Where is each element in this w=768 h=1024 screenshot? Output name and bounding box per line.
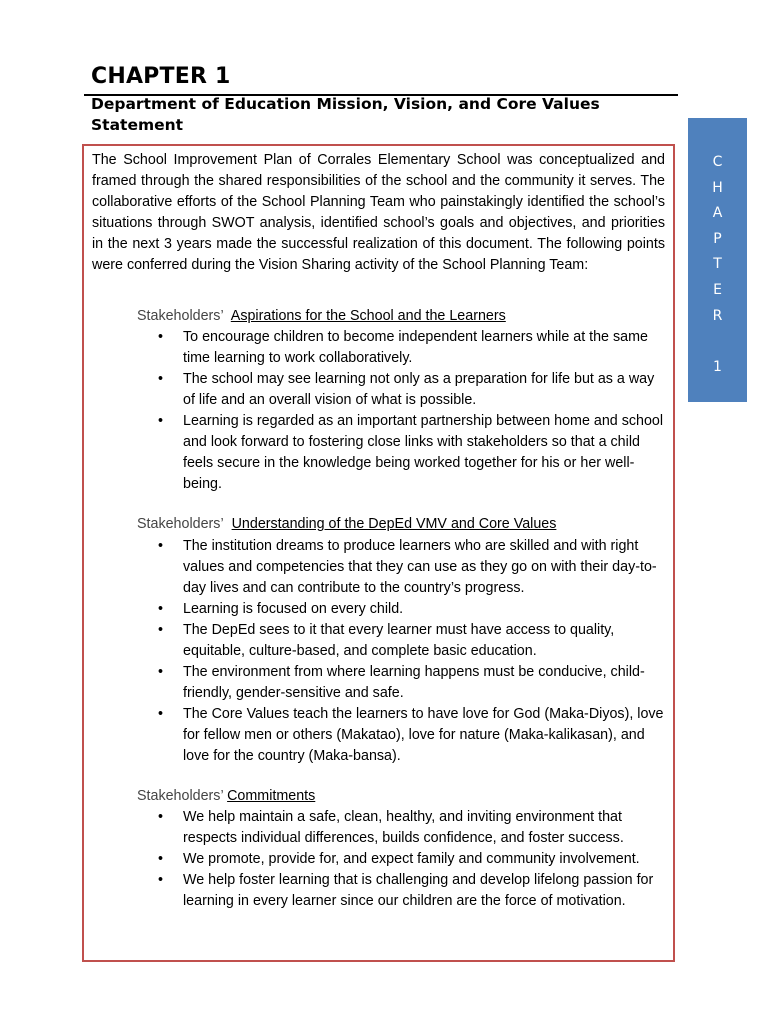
list-item: • We promote, provide for, and expect family and community involvement. [137, 849, 665, 870]
tab-letter: E [713, 281, 722, 298]
chapter-side-tab [688, 118, 747, 402]
tab-letter: A [712, 205, 723, 222]
list-item: • We help maintain a safe, clean, healthy, and inviting environment that respects individual differences, builds confidence, and foster success. [137, 807, 665, 849]
list-item: • Learning is focused on every child. [137, 599, 665, 620]
section-title: Aspirations for the School and the Learners [230, 308, 506, 324]
list-item: • Learning is regarded as an important partnership between home and school and look forward to fostering close links with stakeholders so that a child feels secure in the knowledge being worked together for his or her well-being. [137, 411, 665, 495]
list-item: • We help foster learning that is challenging and develop lifelong passion for learning in every learner since our children are the force of motivation. [137, 870, 665, 912]
intro-paragraph: The School Improvement Plan of Corrales Elementary School was conceptualized and framed through the shared responsibilities of the school and the community it serves. The collaborative efforts of the School Planning Team who painstakingly identified the school’s situations through SWOT analysis, identified school’s goals and objectives, and priorities in the next 3 years made the successful realization of this document. The following points were conferred during the Vision Sharing activity of the School Planning Team: [92, 152, 665, 273]
section-heading-commitments [137, 786, 315, 807]
list-item: • The Core Values teach the learners to have love for God (Maka-Diyos), love for fellow men or others (Makatao), love for nature (Maka-kalikasan), and love for the country (Maka-bansa). [137, 704, 665, 767]
section-prefix: Stakeholders’ [137, 788, 224, 804]
commitments-list [137, 807, 665, 912]
section-title: Commitments [227, 788, 316, 804]
tab-letter: C [712, 154, 723, 170]
tab-spacer [688, 329, 747, 355]
list-item: • The DepEd sees to it that every learner must have access to quality, equitable, culture-based, and complete basic education. [137, 620, 665, 662]
tab-letter: R [712, 307, 723, 324]
page-subtitle: Department of Education Mission, Vision, and Core Values Statement [91, 95, 600, 134]
section-heading-understanding [137, 514, 556, 535]
aspirations-list [137, 327, 665, 495]
section-prefix: Stakeholders’ [137, 308, 224, 324]
list-item: • The environment from where learning happens must be conducive, child-friendly, gender-sensitive and safe. [137, 662, 665, 704]
section-heading-aspirations [137, 306, 506, 327]
tab-number: 1 [713, 358, 722, 375]
chapter-title: CHAPTER 1 [91, 64, 231, 89]
tab-letter: T [713, 256, 722, 273]
understanding-list [137, 536, 665, 767]
tab-letter: P [713, 230, 722, 247]
section-prefix: Stakeholders’ [137, 516, 224, 532]
list-item: • To encourage children to become independent learners while at the same time learning to work collaboratively. [137, 327, 665, 369]
list-item: • The school may see learning not only as a preparation for life but as a way of life and an overall vision of what is possible. [137, 369, 665, 411]
tab-letter: H [712, 179, 723, 196]
list-item: • The institution dreams to produce learners who are skilled and with right values and competencies that they can use as they go on with their day-to-day lives and can contribute to the country’s progress. [137, 536, 665, 599]
section-title: Understanding of the DepEd VMV and Core Values [231, 516, 557, 532]
